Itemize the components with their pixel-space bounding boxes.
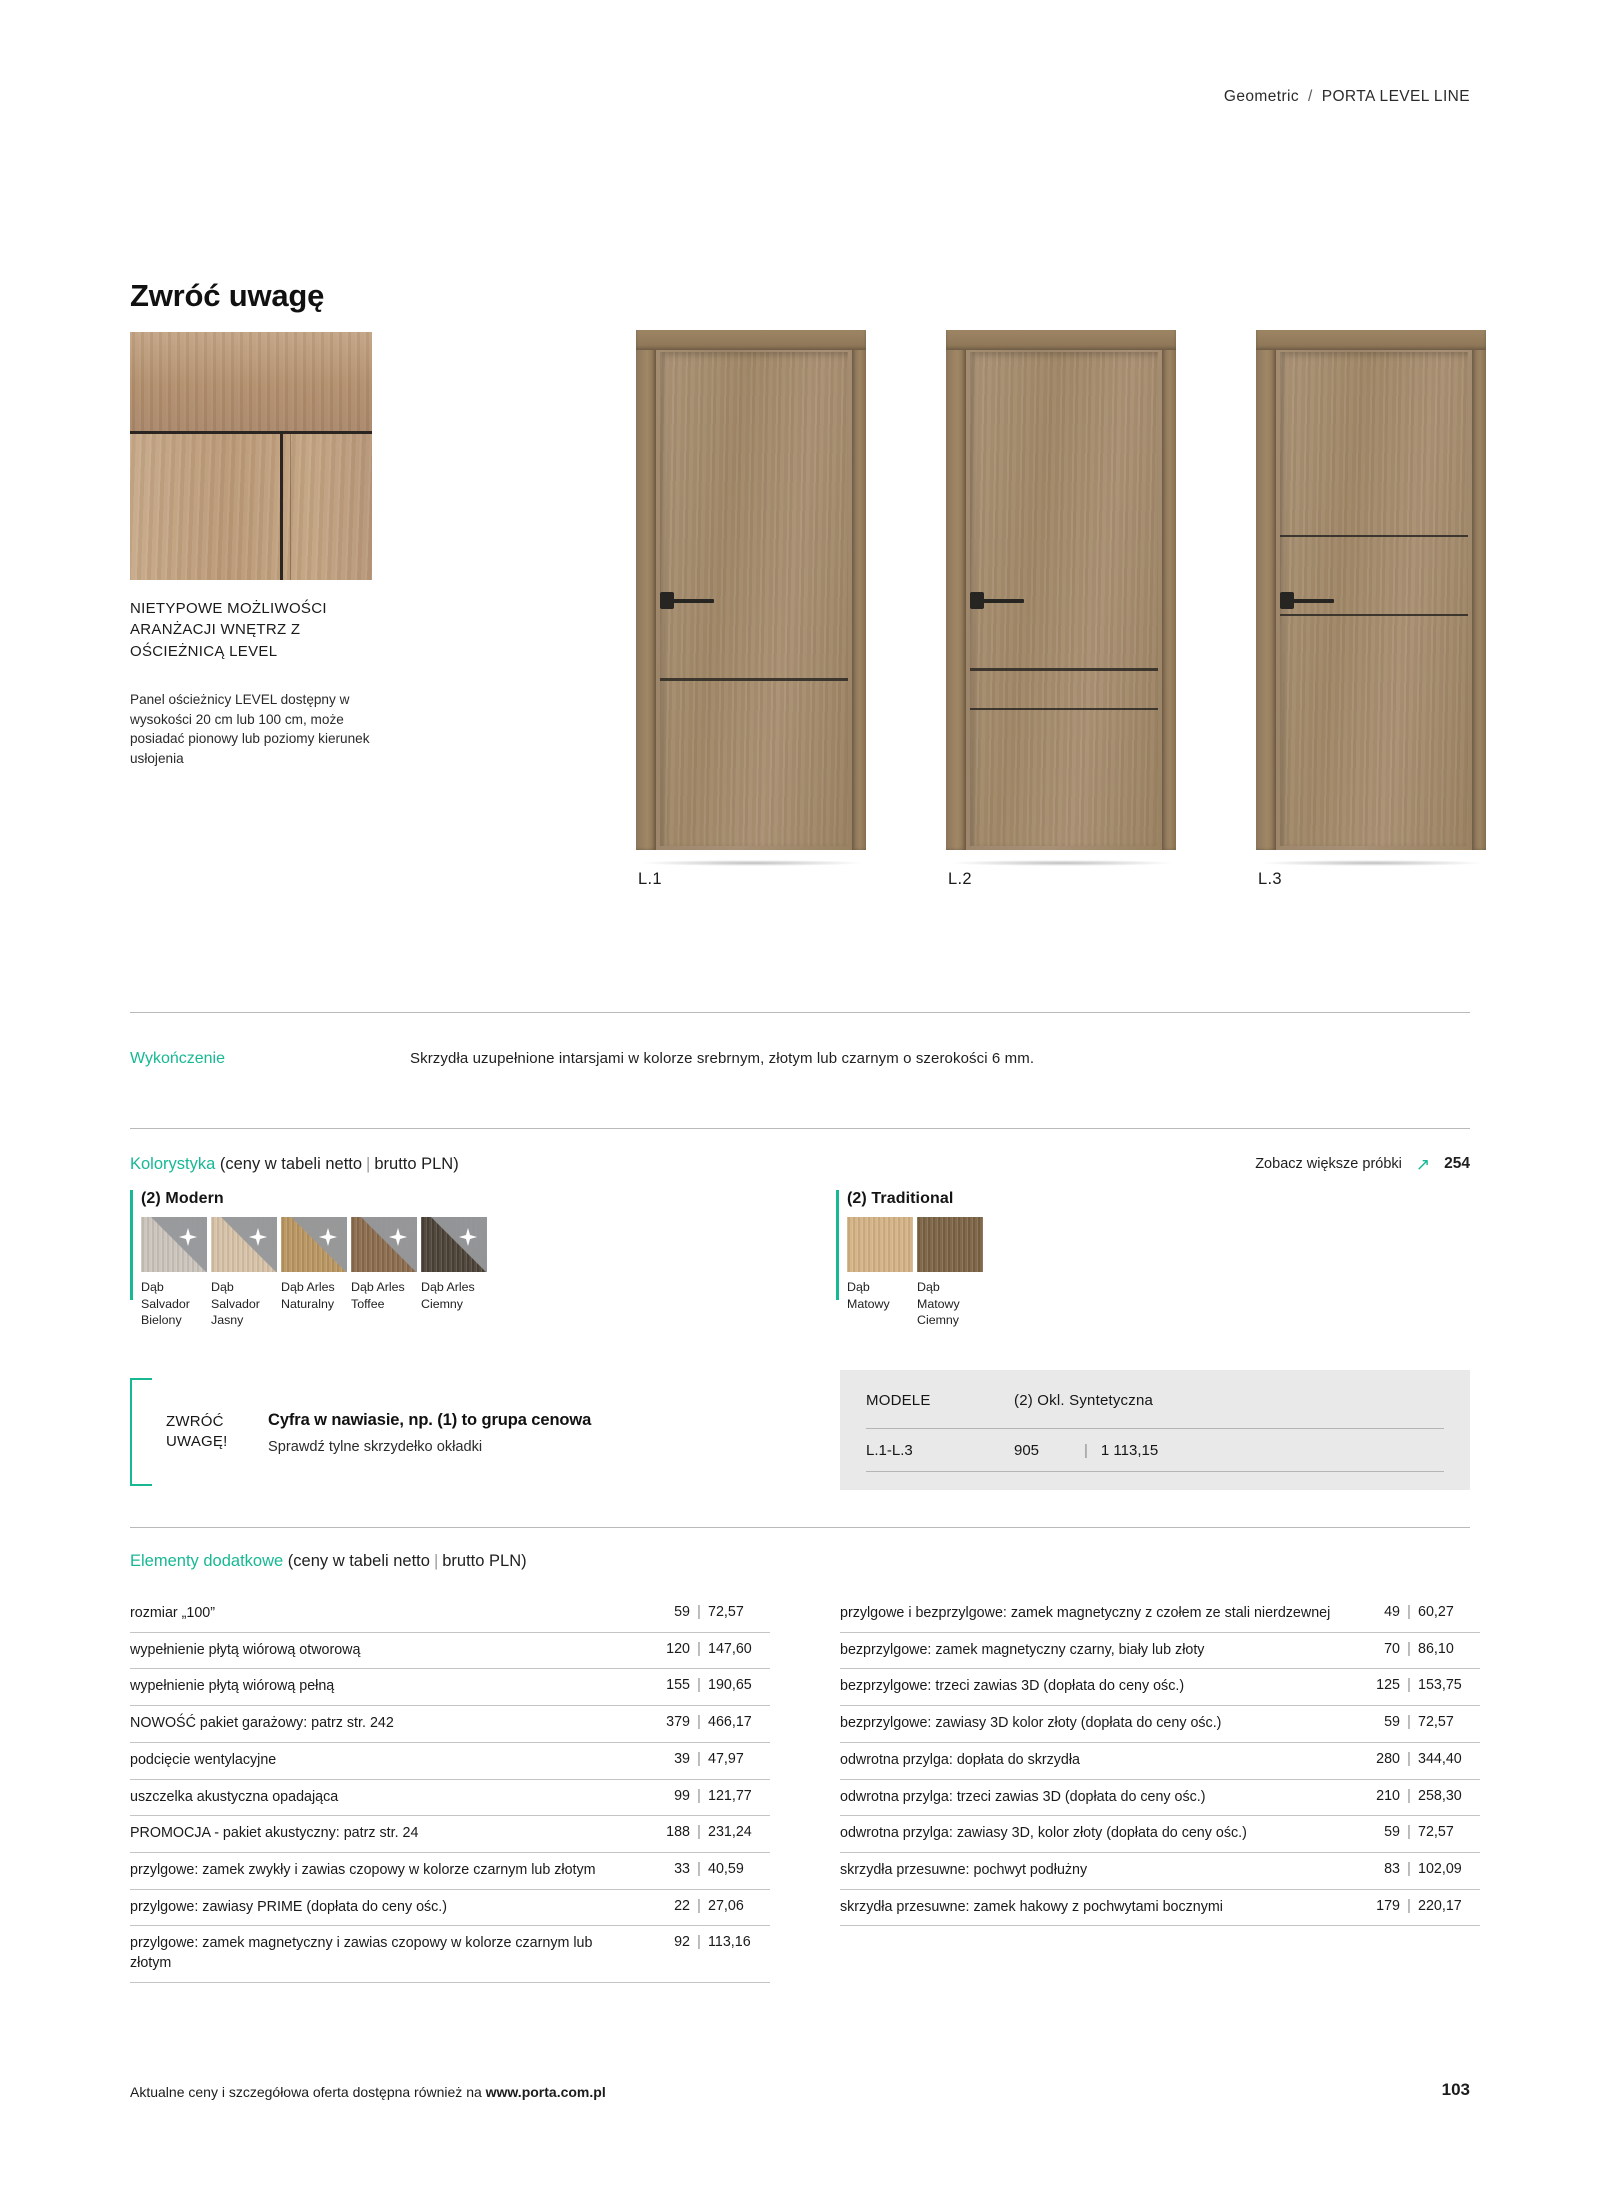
row-pipe: | xyxy=(697,1714,701,1731)
row-net-price: 59 xyxy=(1384,1714,1400,1731)
table-row xyxy=(130,1596,770,1633)
extras-heading-suffix-b: brutto PLN) xyxy=(442,1552,527,1570)
row-gross-price: 344,40 xyxy=(1418,1750,1462,1767)
door-leaf xyxy=(970,352,1158,846)
row-name: bezprzylgowe: zawiasy 3D kolor złoty (dopłata do ceny ośc.) xyxy=(840,1715,1222,1732)
wood-grain-texture xyxy=(917,1217,983,1272)
row-gross-price: 231,24 xyxy=(708,1824,752,1841)
detail-caption-heading: NIETYPOWE MOŻLIWOŚCI ARANŻACJI WNĘTRZ Z OŚCIEŻNICĄ LEVEL xyxy=(130,600,327,660)
gloss-star-icon xyxy=(318,1227,338,1247)
row-net-price: 83 xyxy=(1384,1861,1400,1878)
swatch-item[interactable] xyxy=(351,1217,417,1329)
swatch-label: Dąb Arles Toffee xyxy=(351,1280,405,1311)
callout-bracket xyxy=(130,1378,152,1486)
colours-section-heading xyxy=(130,1155,459,1174)
table-row xyxy=(840,1669,1480,1706)
row-name: przylgowe: zamek magnetyczny i zawias czopowy w kolorze czarnym lub złotym xyxy=(130,1935,593,1972)
door-label: L.1 xyxy=(638,870,662,888)
photo-upper-panel xyxy=(130,332,372,431)
row-name: PROMOCJA - pakiet akustyczny: patrz str. 24 xyxy=(130,1825,419,1842)
table-row xyxy=(130,1890,770,1927)
swatch-label: Dąb Matowy xyxy=(847,1280,890,1311)
door-render xyxy=(1256,330,1486,850)
header-collection: Geometric xyxy=(1223,88,1300,105)
photo-vertical-groove-secondary xyxy=(290,431,291,580)
swatch-label: Dąb Salvador Bielony xyxy=(141,1280,190,1327)
extras-heading-accent: Elementy dodatkowe xyxy=(130,1552,284,1570)
door-model-l3 xyxy=(1256,330,1486,888)
row-net-price: 49 xyxy=(1384,1604,1400,1620)
door-leaf xyxy=(1280,352,1468,846)
callout-main-text: Cyfra w nawiasie, np. (1) to grupa cenowa xyxy=(268,1411,592,1429)
row-pipe: | xyxy=(697,1824,701,1841)
row-name: bezprzylgowe: zamek magnetyczny czarny, biały lub złoty xyxy=(840,1641,1205,1658)
row-gross-price: 47,97 xyxy=(708,1750,744,1767)
models-header-label: MODELE xyxy=(866,1392,931,1409)
photo-lower-panel xyxy=(130,431,372,580)
row-pipe: | xyxy=(697,1897,701,1914)
door-groove xyxy=(970,708,1158,711)
table-row xyxy=(840,1596,1480,1633)
row-gross-price: 102,09 xyxy=(1418,1861,1462,1878)
samples-page-number: 254 xyxy=(1444,1155,1470,1172)
callout-tag xyxy=(166,1412,227,1453)
swatch-item[interactable] xyxy=(211,1217,277,1329)
swatch-label: Dąb Matowy Ciemny xyxy=(917,1280,960,1327)
group-accent-bar xyxy=(130,1190,133,1300)
divider xyxy=(130,1128,1470,1129)
divider xyxy=(130,1527,1470,1528)
door-render xyxy=(946,330,1176,850)
table-row xyxy=(130,1669,770,1706)
door-models-gallery xyxy=(636,330,1486,888)
row-net-price: 59 xyxy=(674,1604,690,1620)
table-row xyxy=(840,1890,1480,1927)
row-pipe: | xyxy=(697,1677,701,1694)
swatch-item[interactable] xyxy=(281,1217,347,1329)
door-handle-icon xyxy=(1288,599,1334,603)
door-label: L.2 xyxy=(948,870,972,888)
row-gross-price: 190,65 xyxy=(708,1677,752,1694)
door-shadow xyxy=(952,860,1172,866)
gloss-star-icon xyxy=(178,1227,198,1247)
row-gross-price: 72,57 xyxy=(1418,1714,1454,1731)
page-footer xyxy=(130,2084,606,2100)
models-row-net: 905 xyxy=(1014,1442,1040,1459)
door-frame-top xyxy=(636,330,866,350)
row-pipe: | xyxy=(697,1934,701,1951)
door-frame-right xyxy=(1472,330,1486,850)
row-name: podcięcie wentylacyjne xyxy=(130,1751,277,1768)
colours-heading-accent: Kolorystyka xyxy=(130,1155,216,1173)
row-gross-price: 86,10 xyxy=(1418,1640,1454,1657)
row-pipe: | xyxy=(697,1604,701,1620)
door-frame-top xyxy=(1256,330,1486,350)
door-leaf xyxy=(660,352,848,846)
row-name: NOWOŚĆ pakiet garażowy: patrz str. 242 xyxy=(130,1715,394,1732)
door-groove xyxy=(1280,535,1468,538)
row-pipe: | xyxy=(697,1787,701,1804)
row-gross-price: 72,57 xyxy=(708,1604,744,1620)
extras-table-left xyxy=(130,1596,770,1983)
page-number: 103 xyxy=(1441,2080,1470,2099)
table-row xyxy=(840,1780,1480,1817)
models-price-box xyxy=(840,1370,1470,1490)
row-name: przylgowe i bezprzylgowe: zamek magnetyczny z czołem ze stali nierdzewnej xyxy=(840,1605,1331,1621)
swatch-label: Dąb Salvador Jasny xyxy=(211,1280,260,1327)
extras-section-heading xyxy=(130,1552,527,1571)
callout-tag-line1: ZWRÓĆ xyxy=(166,1413,224,1430)
row-gross-price: 153,75 xyxy=(1418,1677,1462,1694)
page-header xyxy=(1224,88,1470,106)
header-line: PORTA LEVEL LINE xyxy=(1321,88,1470,105)
row-net-price: 92 xyxy=(674,1934,690,1951)
door-frame-right xyxy=(852,330,866,850)
swatch-label: Dąb Arles Ciemny xyxy=(421,1280,475,1311)
swatch-chip[interactable] xyxy=(351,1217,417,1272)
swatch-group-title: (2) Traditional xyxy=(847,1190,954,1207)
row-net-price: 125 xyxy=(1376,1677,1400,1694)
row-net-price: 22 xyxy=(674,1897,690,1914)
table-row xyxy=(130,1633,770,1670)
row-pipe: | xyxy=(1407,1640,1411,1657)
colours-heading-suffix-a: (ceny w tabeli netto xyxy=(219,1155,363,1173)
row-net-price: 70 xyxy=(1384,1640,1400,1657)
swatch-chip[interactable] xyxy=(141,1217,207,1272)
door-frame-left xyxy=(636,330,656,850)
swatch-chip[interactable] xyxy=(847,1217,913,1272)
row-name: skrzydła przesuwne: pochwyt podłużny xyxy=(840,1862,1088,1879)
row-pipe: | xyxy=(1407,1787,1411,1804)
row-pipe: | xyxy=(1407,1677,1411,1694)
row-name: bezprzylgowe: trzeci zawias 3D (dopłata do ceny ośc.) xyxy=(840,1678,1185,1695)
table-row xyxy=(130,1706,770,1743)
row-name: wypełnienie płytą wiórową otworową xyxy=(130,1641,361,1658)
row-net-price: 280 xyxy=(1376,1750,1400,1767)
row-name: odwrotna przylga: dopłata do skrzydła xyxy=(840,1751,1081,1768)
table-row xyxy=(840,1816,1480,1853)
door-groove xyxy=(1280,614,1468,617)
header-separator: / xyxy=(1308,88,1313,105)
callout-tag-line2: UWAGĘ! xyxy=(166,1433,228,1451)
row-net-price: 120 xyxy=(666,1640,690,1657)
row-gross-price: 72,57 xyxy=(1418,1824,1454,1841)
footer-text: Aktualne ceny i szczegółowa oferta dostępna również na xyxy=(130,2084,486,2100)
swatch-group-traditional xyxy=(836,1190,1056,1329)
swatch-chip[interactable] xyxy=(281,1217,347,1272)
wood-grain-texture xyxy=(847,1217,913,1272)
door-frame-left xyxy=(1256,330,1276,850)
row-gross-price: 121,77 xyxy=(708,1787,752,1804)
table-row xyxy=(866,1429,1444,1472)
row-gross-price: 40,59 xyxy=(708,1861,744,1878)
swatch-item[interactable] xyxy=(141,1217,207,1329)
photo-vertical-groove xyxy=(280,431,283,580)
row-name: wypełnienie płytą wiórową pełną xyxy=(130,1678,335,1695)
models-row-name: L.1-L.3 xyxy=(866,1442,913,1459)
table-row xyxy=(130,1780,770,1817)
group-accent-bar xyxy=(836,1190,839,1300)
row-pipe: | xyxy=(697,1861,701,1878)
row-name: uszczelka akustyczna opadająca xyxy=(130,1788,339,1805)
row-net-price: 188 xyxy=(666,1824,690,1841)
swatch-item[interactable] xyxy=(917,1217,983,1329)
door-label: L.3 xyxy=(1258,870,1282,888)
swatch-chip[interactable] xyxy=(211,1217,277,1272)
door-handle-icon xyxy=(668,599,714,603)
row-pipe: | xyxy=(697,1750,701,1767)
detail-photo-level-frame xyxy=(130,332,372,580)
row-gross-price: 60,27 xyxy=(1418,1604,1454,1620)
models-header-column: (2) Okl. Syntetyczna xyxy=(1014,1392,1154,1409)
row-net-price: 179 xyxy=(1376,1897,1400,1914)
page-title: Zwróć uwagę xyxy=(130,278,325,313)
row-pipe: | xyxy=(1407,1861,1411,1878)
door-frame-top xyxy=(946,330,1176,350)
door-frame-right xyxy=(1162,330,1176,850)
row-net-price: 39 xyxy=(674,1750,690,1767)
table-row xyxy=(130,1853,770,1890)
door-model-l2 xyxy=(946,330,1176,888)
swatch-group-title: (2) Modern xyxy=(141,1190,224,1207)
callout-sub-text: Sprawdź tylne skrzydełko okładki xyxy=(268,1439,483,1455)
row-net-price: 210 xyxy=(1376,1787,1400,1804)
door-model-l1 xyxy=(636,330,866,888)
swatch-row xyxy=(130,1217,490,1329)
row-net-price: 59 xyxy=(1384,1824,1400,1841)
finish-label: Wykończenie xyxy=(130,1050,226,1067)
row-gross-price: 147,60 xyxy=(708,1640,752,1657)
attention-callout xyxy=(130,1378,690,1486)
row-gross-price: 220,17 xyxy=(1418,1897,1462,1914)
row-pipe: | xyxy=(697,1640,701,1657)
colours-heading-suffix-b: brutto PLN) xyxy=(374,1155,459,1173)
table-row xyxy=(840,1853,1480,1890)
models-row-pipe: | xyxy=(1084,1442,1088,1459)
colours-heading-pipe: | xyxy=(366,1155,371,1173)
row-name: przylgowe: zamek zwykły i zawias czopowy w kolorze czarnym lub złotym xyxy=(130,1862,596,1879)
swatch-item[interactable] xyxy=(421,1217,487,1329)
divider xyxy=(130,1012,1470,1013)
door-shadow xyxy=(642,860,862,866)
door-frame-left xyxy=(946,330,966,850)
row-net-price: 99 xyxy=(674,1787,690,1804)
row-gross-price: 113,16 xyxy=(708,1934,751,1951)
row-pipe: | xyxy=(1407,1750,1411,1767)
finish-description: Skrzydła uzupełnione intarsjami w kolorze srebrnym, złotym lub czarnym o szerokości 6 mm. xyxy=(410,1050,1035,1067)
detail-caption-body: Panel ościeżnicy LEVEL dostępny w wysokości 20 cm lub 100 cm, może posiadać pionowy lub poziomy kierunek usłojenia xyxy=(130,692,370,767)
swatch-chip[interactable] xyxy=(917,1217,983,1272)
swatch-group-modern xyxy=(130,1190,490,1329)
row-name: odwrotna przylga: zawiasy 3D, kolor złoty (dopłata do ceny ośc.) xyxy=(840,1825,1247,1842)
row-pipe: | xyxy=(1407,1714,1411,1731)
extras-heading-suffix-a: (ceny w tabeli netto xyxy=(287,1552,430,1570)
row-name: skrzydła przesuwne: zamek hakowy z pochwytami bocznymi xyxy=(840,1898,1223,1915)
swatch-item[interactable] xyxy=(847,1217,913,1329)
table-row xyxy=(130,1816,770,1853)
arrow-up-right-icon: ↗ xyxy=(1415,1154,1431,1174)
swatch-label: Dąb Arles Naturalny xyxy=(281,1280,335,1311)
row-gross-price: 466,17 xyxy=(708,1714,752,1731)
row-name: rozmiar „100” xyxy=(130,1605,216,1621)
swatch-row xyxy=(836,1217,1056,1329)
row-gross-price: 258,30 xyxy=(1418,1787,1462,1804)
row-net-price: 155 xyxy=(666,1677,690,1694)
row-name: przylgowe: zawiasy PRIME (dopłata do ceny ośc.) xyxy=(130,1898,448,1915)
table-row xyxy=(840,1743,1480,1780)
row-net-price: 379 xyxy=(666,1714,690,1731)
row-pipe: | xyxy=(1407,1824,1411,1841)
see-larger-samples-label: Zobacz większe próbki xyxy=(1255,1156,1402,1172)
gloss-star-icon xyxy=(458,1227,478,1247)
swatch-chip[interactable] xyxy=(421,1217,487,1272)
door-render xyxy=(636,330,866,850)
gloss-star-icon xyxy=(388,1227,408,1247)
row-gross-price: 27,06 xyxy=(708,1897,744,1914)
table-row xyxy=(130,1926,770,1982)
row-name: odwrotna przylga: trzeci zawias 3D (dopłata do ceny ośc.) xyxy=(840,1788,1206,1805)
row-net-price: 33 xyxy=(674,1861,690,1878)
door-shadow xyxy=(1262,860,1482,866)
door-groove xyxy=(660,678,848,681)
gloss-star-icon xyxy=(248,1227,268,1247)
extras-table-right xyxy=(840,1596,1480,1926)
see-larger-samples-link[interactable] xyxy=(1255,1155,1470,1173)
row-pipe: | xyxy=(1407,1897,1411,1914)
footer-website[interactable]: www.porta.com.pl xyxy=(485,2084,606,2100)
table-row xyxy=(840,1633,1480,1670)
door-handle-icon xyxy=(978,599,1024,603)
table-row xyxy=(840,1706,1480,1743)
models-table-header xyxy=(866,1392,1444,1409)
photo-horizontal-groove xyxy=(130,431,372,434)
table-row xyxy=(130,1743,770,1780)
extras-heading-pipe: | xyxy=(433,1552,439,1570)
models-row-gross: 1 113,15 xyxy=(1100,1442,1159,1459)
row-pipe: | xyxy=(1407,1604,1411,1620)
door-groove xyxy=(970,668,1158,671)
